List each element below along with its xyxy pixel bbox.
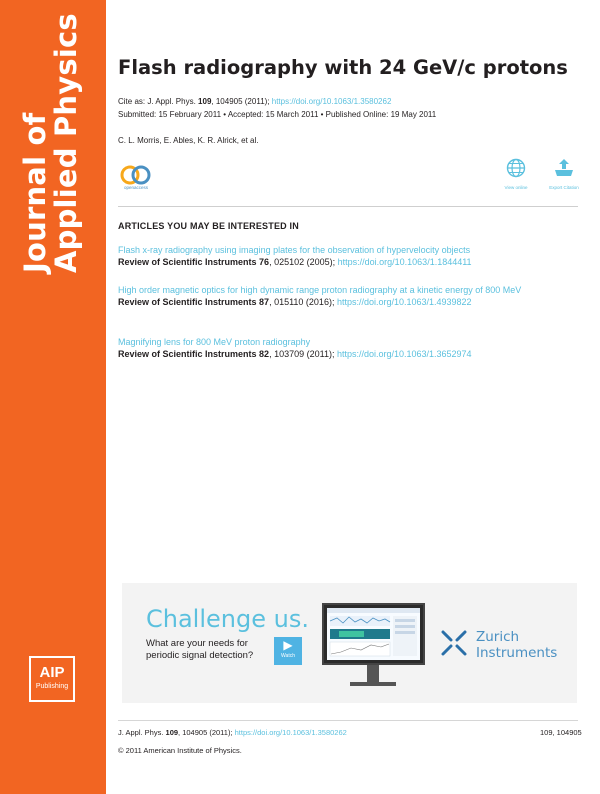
open-access-caption: openaccess (123, 185, 149, 190)
aip-publishing-logo[interactable] (29, 656, 75, 702)
journal-name (18, 13, 90, 273)
related-article-title[interactable]: Flash x-ray radiography using imaging plates for the observation of hypervelocity objects (118, 245, 471, 255)
related-article-ref: , 015110 (2016); (269, 297, 337, 307)
footer-divider (118, 720, 578, 721)
globe-icon (506, 158, 526, 178)
footer-page-ref: 109, 104905 (540, 728, 582, 737)
monitor-illustration (322, 603, 425, 665)
ad-headline: Challenge us. (146, 605, 309, 633)
related-article (118, 284, 580, 308)
citation-line (118, 97, 391, 106)
export-citation-button[interactable] (544, 158, 584, 190)
cite-label: Cite as: J. Appl. Phys. (118, 97, 199, 106)
brand-line1: Zurich (476, 629, 520, 645)
footer-prefix: J. Appl. Phys. (118, 728, 166, 737)
related-article-ref: , 025102 (2005); (269, 257, 338, 267)
journal-name-line2: Applied Physics (49, 13, 83, 273)
export-citation-caption: Export Citation (549, 185, 579, 190)
related-article-doi-link[interactable]: https://doi.org/10.1063/1.3652974 (336, 349, 472, 359)
advertisement-banner[interactable] (122, 583, 577, 703)
cite-rest: , 104905 (2011); (211, 97, 272, 106)
play-icon: ▶ (283, 638, 293, 652)
related-article-journal: Review of Scientific Instruments (118, 349, 260, 359)
header-divider (118, 206, 578, 207)
related-article-reference (118, 256, 580, 268)
ad-watch-button[interactable] (274, 637, 302, 665)
article-title: Flash radiography with 24 GeV/c protons (118, 56, 568, 79)
aip-logo-text: AIP (39, 664, 65, 681)
article-doi-link[interactable]: https://doi.org/10.1063/1.3580262 (271, 97, 392, 106)
zurich-instruments-logo-icon (440, 629, 468, 657)
open-access-badge[interactable] (117, 164, 157, 194)
brand-line2: Instruments (476, 645, 558, 661)
view-online-button[interactable] (496, 158, 536, 190)
aip-logo-subtext: Publishing (35, 683, 69, 690)
copyright-notice: © 2011 American Institute of Physics. (118, 746, 242, 755)
author-list[interactable]: C. L. Morris, E. Ables, K. R. Alrick, et al. (118, 136, 259, 145)
journal-name-line1: Journal of (18, 112, 52, 273)
footer-rest: , 104905 (2011); (178, 728, 235, 737)
related-article-volume: 82 (259, 349, 270, 359)
related-article-doi-link[interactable]: https://doi.org/10.1063/1.1844411 (337, 257, 472, 267)
software-screenshot-image (327, 608, 420, 660)
related-articles-heading: ARTICLES YOU MAY BE INTERESTED IN (118, 221, 299, 231)
footer-doi-link[interactable]: https://doi.org/10.1063/1.3580262 (234, 728, 347, 737)
related-article-doi-link[interactable]: https://doi.org/10.1063/1.4939822 (336, 297, 472, 307)
related-article-volume: 87 (259, 297, 270, 307)
publication-dates: Submitted: 15 February 2011 • Accepted: 15 March 2011 • Published Online: 19 May 2011 (118, 110, 437, 119)
related-article-reference (118, 348, 580, 360)
ad-watch-label: Watch (281, 653, 295, 659)
zurich-instruments-name (476, 629, 557, 661)
monitor-base (350, 682, 396, 686)
footer-volume: 109 (165, 728, 179, 737)
related-article-journal: Review of Scientific Instruments (118, 297, 260, 307)
cite-volume: 109 (198, 97, 212, 106)
footer-citation (118, 728, 347, 737)
related-article-journal: Review of Scientific Instruments (118, 257, 260, 267)
view-online-caption: View online (504, 185, 528, 190)
related-article-title[interactable]: High order magnetic optics for high dynamic range proton radiography at a kinetic energy of 800 MeV (118, 285, 522, 295)
related-article-reference (118, 296, 580, 308)
monitor-stand (367, 665, 379, 683)
related-article-title[interactable]: Magnifying lens for 800 MeV proton radiography (118, 337, 311, 347)
open-access-icon (117, 164, 155, 186)
related-article (118, 336, 580, 360)
related-article (118, 244, 580, 268)
export-citation-icon (553, 158, 575, 178)
related-article-ref: , 103709 (2011); (269, 349, 337, 359)
ad-subtext: What are your needs for periodic signal detection? (146, 638, 254, 661)
related-article-volume: 76 (259, 257, 270, 267)
